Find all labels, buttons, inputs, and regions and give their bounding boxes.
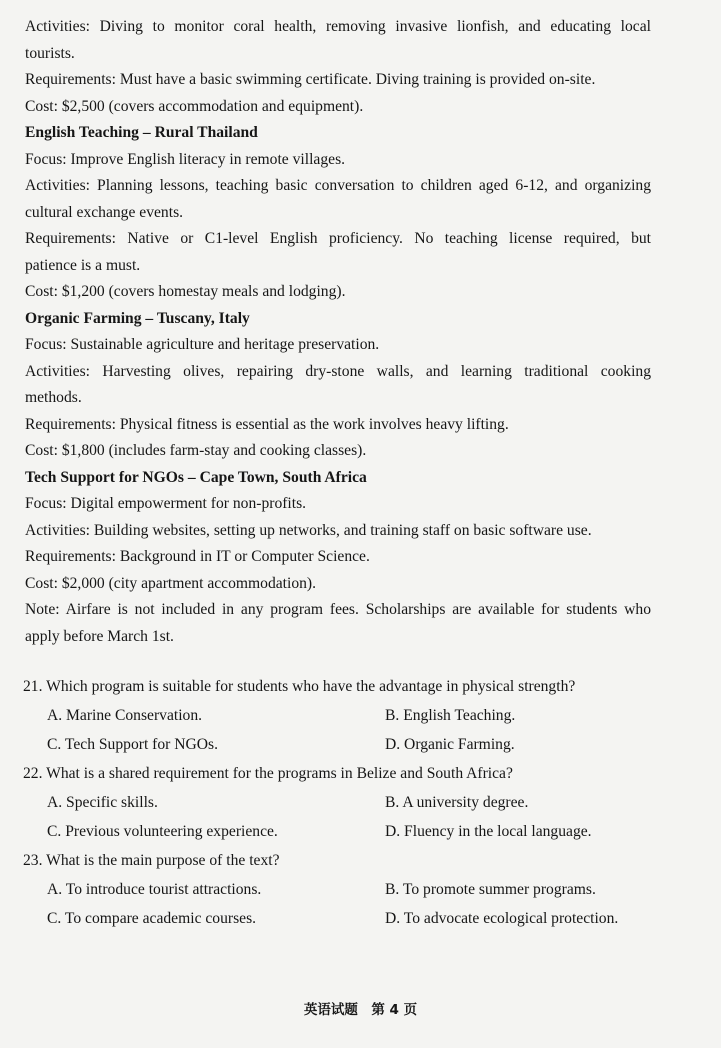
thailand-requirements-line-1: Requirements: Native or C1-level English proficiency. No teaching license required, but [25,230,651,247]
italy-requirements: Requirements: Physical fitness is essential as the work involves heavy lifting. [25,415,509,433]
question-22-options-row-2 [23,817,673,846]
thailand-focus: Focus: Improve English literacy in remote villages. [25,150,346,168]
note-line-1: Note: Airfare is not included in any program fees. Scholarships are available for students who [25,601,651,618]
italy-cost: Cost: $1,800 (includes farm-stay and cooking classes). [25,442,367,459]
page-number-label: 英语试题 第 4 页 [303,1002,418,1018]
capetown-heading: Tech Support for NGOs – Cape Town, South Africa [25,468,367,486]
question-22-option-d: D. Fluency in the local language. [385,823,592,840]
thailand-activities-line-1: Activities: Planning lessons, teaching basic conversation to children aged 6-12, and organizing [25,177,651,194]
thailand-heading: English Teaching – Rural Thailand [25,124,258,141]
question-21-option-a: A. Marine Conservation. [47,707,203,724]
capetown-requirements: Requirements: Background in IT or Computer Science. [25,548,370,565]
question-21: 21. Which program is suitable for students who have the advantage in physical strength? [23,678,576,695]
belize-activities-line-2: tourists. [25,44,75,62]
question-23-options-row-2 [23,904,673,933]
question-list [23,672,673,933]
question-21-option-c: C. Tech Support for NGOs. [47,736,219,753]
question-21-options-row-1 [23,701,673,730]
capetown-focus: Focus: Digital empowerment for non-profits. [25,495,307,512]
thailand-cost: Cost: $1,200 (covers homestay meals and lodging). [25,283,346,300]
question-23-option-c: C. To compare academic courses. [47,910,257,927]
belize-requirements: Requirements: Must have a basic swimming certificate. Diving training is provided on-site. [25,71,596,88]
italy-activities-line-2: methods. [25,389,82,406]
belize-cost: Cost: $2,500 (covers accommodation and equipment). [25,97,364,115]
question-22-option-a: A. Specific skills. [47,794,158,811]
question-23-option-d: D. To advocate ecological protection. [385,910,619,927]
question-23-option-a: A. To introduce tourist attractions. [47,881,262,898]
reading-passage [25,14,651,650]
question-23: 23. What is the main purpose of the text? [23,852,280,869]
belize-activities-line-1: Activities: Diving to monitor coral health, removing invasive lionfish, and educating local [25,18,651,35]
question-22-option-c: C. Previous volunteering experience. [47,823,278,840]
capetown-cost: Cost: $2,000 (city apartment accommodation). [25,574,317,592]
question-23-option-b: B. To promote summer programs. [385,881,596,898]
question-21-option-b: B. English Teaching. [385,707,516,724]
question-22: 22. What is a shared requirement for the programs in Belize and South Africa? [23,765,513,782]
question-21-option-d: D. Organic Farming. [385,736,515,753]
note-line-2: apply before March 1st. [25,627,174,645]
thailand-activities-line-2: cultural exchange events. [25,203,184,221]
question-22-option-b: B. A university degree. [385,794,529,811]
question-21-options-row-2 [23,730,673,759]
italy-heading: Organic Farming – Tuscany, Italy [25,309,250,327]
italy-activities-line-1: Activities: Harvesting olives, repairing dry-stone walls, and learning traditional cooking [25,362,651,380]
question-23-options-row-1 [23,875,673,904]
thailand-requirements-line-2: patience is a must. [25,256,141,274]
page-footer [0,1000,721,1020]
capetown-activities: Activities: Building websites, setting up networks, and training staff on basic software use. [25,521,592,539]
question-22-options-row-1 [23,788,673,817]
italy-focus: Focus: Sustainable agriculture and heritage preservation. [25,336,380,353]
